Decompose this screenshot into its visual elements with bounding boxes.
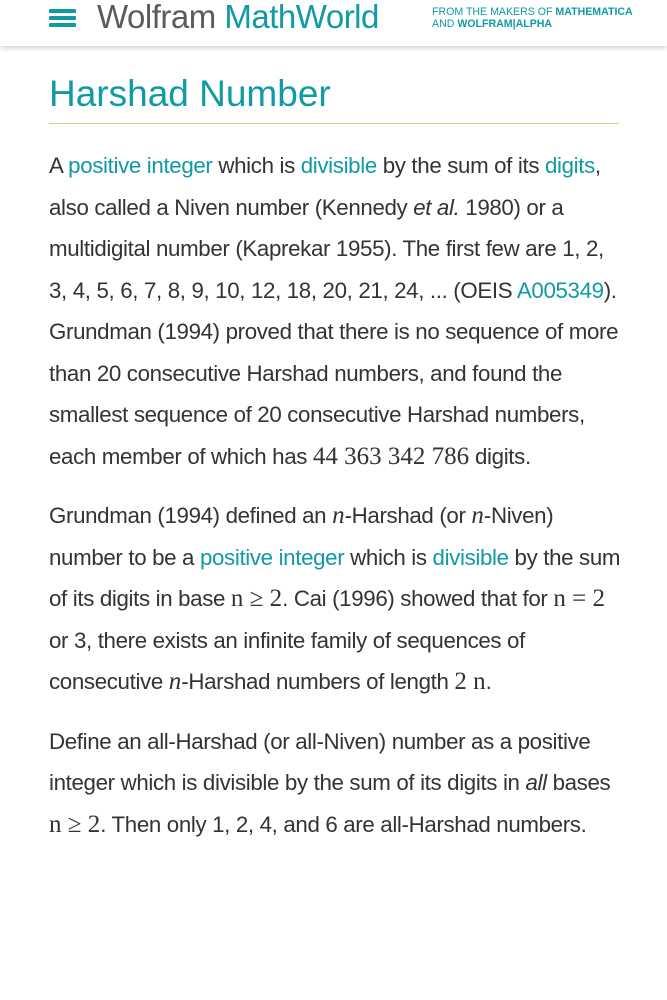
p1-et-al: et al.: [413, 194, 460, 220]
p2-text-9: .: [485, 669, 492, 694]
link-positive-integer[interactable]: positive integer: [68, 153, 213, 178]
mathworld-logo[interactable]: [97, 0, 379, 37]
p2-text-8: -Harshad numbers of length: [181, 669, 455, 694]
p1-text-6: ). Grundman (1994) proved that there is no sequence of more than 20 consecutive Harshad numbers, and found the smallest sequence of 20 consecutive Harshad numbers, each member of which has: [49, 277, 619, 469]
p1-text-4: , also called a Niven number (Kennedy: [49, 153, 601, 220]
math-n-geq-2: n ≥ 2: [49, 810, 101, 838]
link-oeis-a005349[interactable]: A005349: [516, 277, 604, 303]
link-digits[interactable]: digits: [544, 153, 595, 178]
p2-text-4: which is: [344, 544, 433, 570]
p2-text-5: by the sum of its digits in base: [49, 544, 621, 611]
p1-text-1: A: [49, 153, 69, 178]
math-2n: 2 n: [454, 668, 486, 695]
paragraph-1: [49, 145, 624, 477]
math-n-geq-2: n ≥ 2: [230, 585, 283, 612]
tagline: [432, 6, 633, 30]
p2-text-6: . Cai (1996) showed that for: [282, 586, 554, 611]
tagline-mathematica[interactable]: MATHEMATICA: [555, 6, 633, 18]
site-header: [0, 0, 667, 46]
tagline-line2-prefix: AND: [432, 18, 458, 30]
p1-text-7: digits.: [469, 443, 531, 469]
article-body: [49, 145, 624, 863]
p3-text-3: . Then only 1, 2, 4, and 6 are all-Harshad numbers.: [100, 811, 587, 837]
math-n-eq-2: n = 2: [553, 585, 605, 612]
p2-text-7: or 3, there exists an infinite family of sequences of consecutive: [49, 627, 525, 694]
math-digit-count: 44 363 342 786: [312, 442, 470, 470]
p2-text-2: -Harshad (or: [344, 503, 472, 528]
tagline-wolframalpha[interactable]: WOLFRAM|ALPHA: [457, 18, 553, 30]
p3-text-2: bases: [546, 770, 611, 795]
p3-text-1: Define an all-Harshad (or all-Niven) number as a positive integer which is divisible by the sum of its digits in: [49, 728, 591, 795]
math-n: n: [168, 668, 182, 695]
p3-all-emphasis: all: [525, 770, 547, 795]
p1-text-5: 1980) or a multidigital number (Kaprekar 1955). The first few are 1, 2, 3, 4, 5, 6, 7, 8, 9, 10, 12, 18, 20, 21, 24, ... (OEIS: [49, 194, 604, 303]
link-positive-integer[interactable]: positive integer: [199, 544, 345, 570]
paragraph-2: [49, 495, 624, 703]
p2-text-3: -Niven) number to be a: [49, 503, 554, 570]
logo-mathworld-text: MathWorld: [224, 0, 379, 35]
paragraph-3: [49, 721, 624, 846]
p1-text-2: which is: [212, 153, 301, 178]
title-divider: [49, 123, 619, 124]
p2-text-1: Grundman (1994) defined an: [49, 503, 333, 528]
math-n: n: [471, 502, 484, 529]
math-n: n: [332, 502, 345, 529]
link-divisible[interactable]: divisible: [300, 153, 377, 178]
tagline-line1-prefix: FROM THE MAKERS OF: [432, 6, 556, 18]
link-divisible[interactable]: divisible: [432, 544, 509, 570]
page-title: Harshad Number: [49, 73, 331, 114]
logo-wolfram-text: Wolfram: [97, 0, 216, 35]
p1-text-3: by the sum of its: [376, 153, 545, 178]
hamburger-menu-icon[interactable]: [47, 6, 79, 30]
